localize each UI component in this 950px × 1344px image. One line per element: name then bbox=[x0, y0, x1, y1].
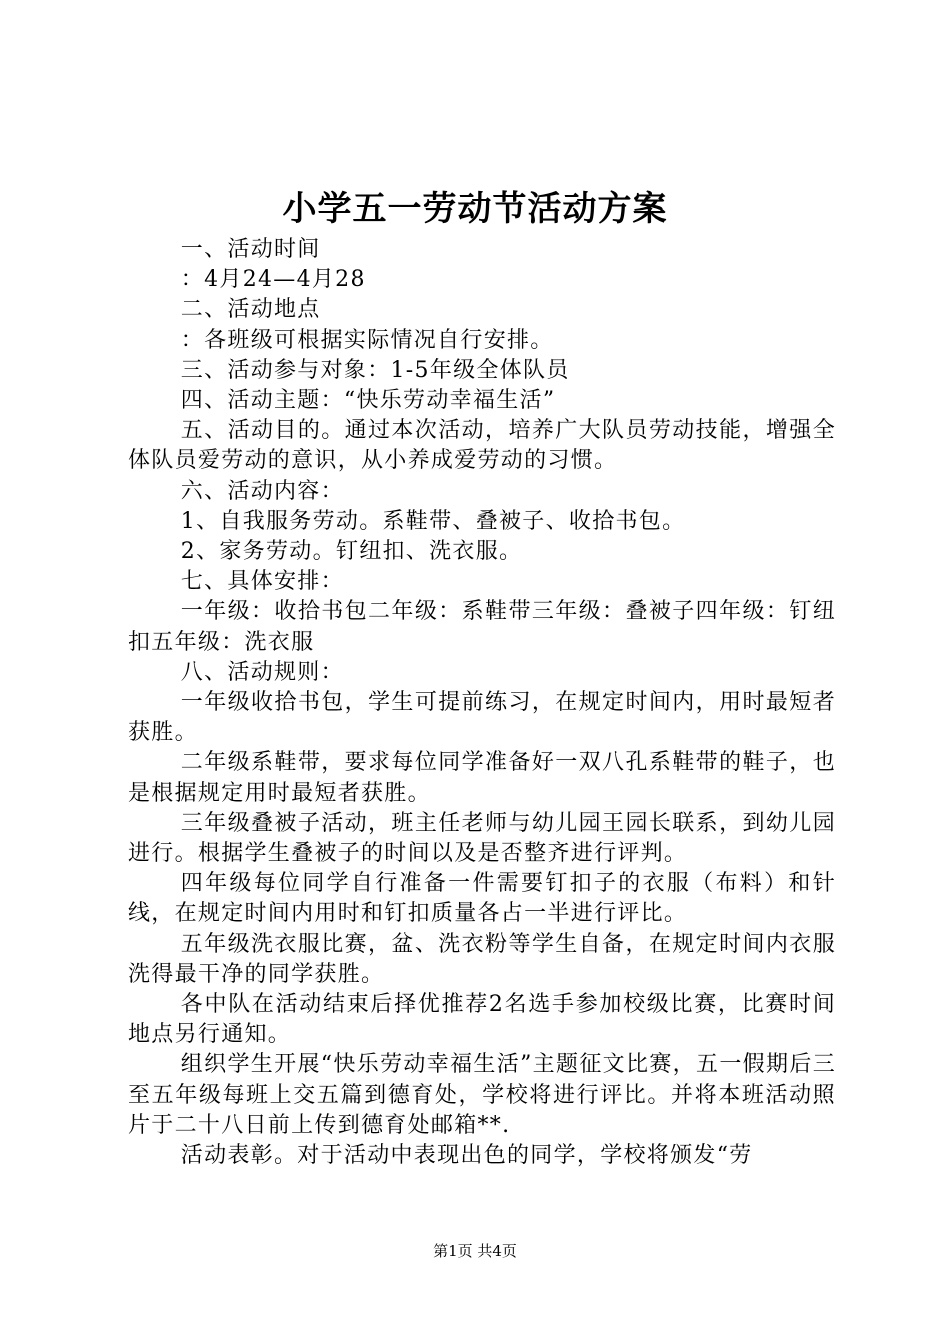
paragraph: 活动表彰。对于活动中表现出色的同学，学校将颁发“劳 bbox=[180, 1143, 753, 1169]
page-footer bbox=[0, 1240, 950, 1262]
paragraph: 八、活动规则： bbox=[180, 659, 344, 685]
paragraph: ：4月24—4月28 bbox=[180, 267, 366, 293]
paragraph: ：各班级可根据实际情况自行安排。 bbox=[180, 327, 554, 353]
document-body bbox=[128, 235, 836, 1171]
document-title: 小学五一劳动节活动方案 bbox=[282, 189, 668, 229]
paragraph: 五年级洗衣服比赛，盆、洗衣粉等学生自备，在规定时间内衣服洗得最干净的同学获胜。 bbox=[128, 931, 836, 987]
paragraph: 七、具体安排： bbox=[180, 569, 344, 595]
paragraph: 一、活动时间 bbox=[180, 237, 321, 262]
paragraph: 2、家务劳动。钉纽扣、洗衣服。 bbox=[180, 539, 523, 565]
paragraph: 三年级叠被子活动，班主任老师与幼儿园王园长联系，到幼儿园进行。根据学生叠被子的时间以及是否整齐进行评判。 bbox=[128, 810, 836, 867]
paragraph: 二、活动地点 bbox=[180, 297, 321, 323]
paragraph: 六、活动内容： bbox=[180, 478, 344, 504]
paragraph: 1、自我服务劳动。系鞋带、叠被子、收拾书包。 bbox=[180, 508, 686, 534]
paragraph: 四、活动主题：“快乐劳动幸福生活” bbox=[180, 388, 556, 414]
paragraph: 组织学生开展“快乐劳动幸福生活”主题征文比赛，五一假期后三至五年级每班上交五篇到德育处，学校将进行评比。并将本班活动照片于二十八日前上传到德育处邮箱**. bbox=[128, 1052, 836, 1138]
paragraph: 各中队在活动结束后择优推荐2名选手参加校级比赛，比赛时间地点另行通知。 bbox=[128, 992, 836, 1048]
paragraph: 二年级系鞋带，要求每位同学准备好一双八孔系鞋带的鞋子，也是根据规定用时最短者获胜。 bbox=[128, 750, 836, 806]
paragraph: 三、活动参与对象：1-5年级全体队员 bbox=[180, 357, 570, 383]
paragraph: 五、活动目的。通过本次活动，培养广大队员劳动技能，增强全体队员爱劳动的意识，从小养成爱劳动的习惯。 bbox=[128, 418, 836, 474]
page-number: 第1页 共4页 bbox=[433, 1242, 517, 1260]
paragraph: 一年级：收拾书包二年级：系鞋带三年级：叠被子四年级：钉纽扣五年级：洗衣服 bbox=[128, 599, 836, 655]
paragraph: 四年级每位同学自行准备一件需要钉扣子的衣服（布料）和针线，在规定时间内用时和钉扣质量各占一半进行评比。 bbox=[128, 871, 836, 927]
paragraph: 一年级收拾书包，学生可提前练习，在规定时间内，用时最短者获胜。 bbox=[128, 690, 836, 746]
